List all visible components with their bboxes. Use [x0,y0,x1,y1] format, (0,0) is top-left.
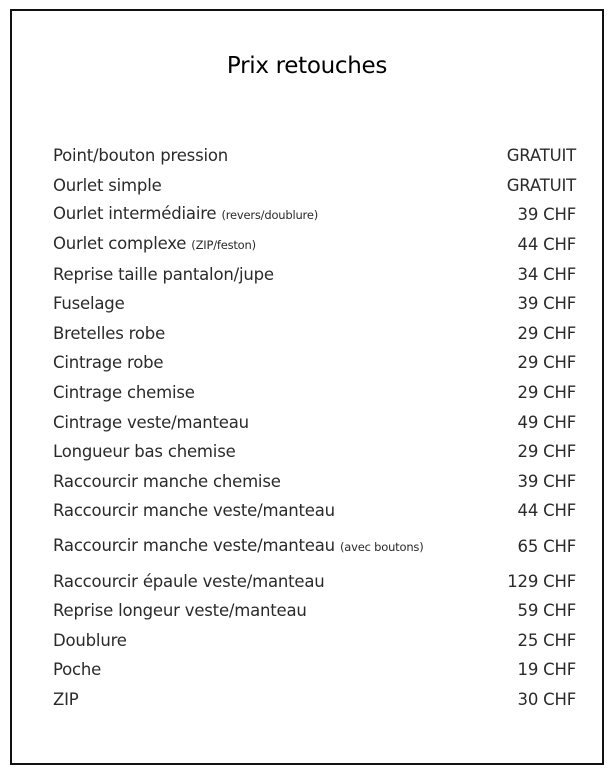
service-label [53,354,163,371]
service-label [53,632,127,649]
price-list-frame [10,9,604,765]
service-label [53,691,79,708]
price-row [53,596,576,626]
price-row [53,171,576,201]
service-name: Longueur bas chemise [53,442,236,462]
service-label [53,147,228,164]
service-name: Reprise taille pantalon/jupe [53,264,274,284]
service-price: 44 CHF [517,501,576,521]
price-row [53,378,576,408]
service-label [53,205,318,224]
service-note: (revers/doublure) [221,208,318,223]
service-label [53,295,125,312]
service-note: (avec boutons) [339,539,424,554]
price-row [53,526,576,567]
service-price: 39 CHF [517,205,576,225]
service-price: 65 CHF [517,536,576,556]
service-name: Ourlet complexe [53,234,187,254]
service-name: Cintrage chemise [53,383,195,403]
service-price: GRATUIT [506,146,576,166]
service-name: Raccourcir manche chemise [53,471,281,491]
price-row [53,626,576,656]
service-name: Raccourcir manche veste/manteau [53,501,335,521]
price-row [53,319,576,349]
service-price: 30 CHF [517,689,576,709]
service-name: ZIP [53,689,79,709]
service-price: 39 CHF [517,471,576,491]
service-name: Fuselage [53,294,125,314]
price-row [53,437,576,467]
service-name: Raccourcir épaule veste/manteau [53,571,325,591]
service-name: Raccourcir manche veste/manteau [53,535,335,555]
service-label [53,235,256,254]
service-name: Cintrage veste/manteau [53,412,249,432]
price-row [53,655,576,685]
service-label [53,502,335,519]
service-label [53,384,195,401]
service-name: Ourlet intermédiaire [53,204,217,224]
service-name: Bretelles robe [53,323,166,343]
service-price: 129 CHF [507,571,576,591]
service-price: 44 CHF [517,235,576,255]
service-label [53,661,101,678]
service-name: Reprise longeur veste/manteau [53,601,307,621]
service-price: 25 CHF [517,630,576,650]
service-price: 29 CHF [517,353,576,373]
service-label [53,414,249,431]
service-name: Point/bouton pression [53,146,228,166]
service-price: 19 CHF [517,660,576,680]
service-label [53,573,325,590]
service-label [53,602,307,619]
service-name: Poche [53,660,102,680]
service-name: Cintrage robe [53,353,164,373]
price-row [53,685,576,715]
service-label [53,266,274,283]
service-label [53,443,236,460]
service-name: Doublure [53,630,127,650]
service-price: 59 CHF [517,601,576,621]
price-row [53,259,576,289]
price-row [53,141,576,171]
price-list [53,141,576,714]
service-price: 29 CHF [517,323,576,343]
price-row [53,230,576,260]
service-label [53,177,162,194]
service-label [53,537,423,556]
price-row [53,566,576,596]
service-price: 39 CHF [517,294,576,314]
service-price: GRATUIT [506,175,576,195]
price-row [53,348,576,378]
service-label [53,473,281,490]
service-note: (ZIP/feston) [191,238,256,253]
price-row [53,407,576,437]
price-row [53,200,576,230]
service-name: Ourlet simple [53,175,162,195]
price-row [53,289,576,319]
page-title: Prix retouches [226,53,388,79]
service-price: 29 CHF [517,442,576,462]
service-label [53,325,165,342]
price-row [53,467,576,497]
price-row [53,496,576,526]
service-price: 49 CHF [517,412,576,432]
service-price: 34 CHF [517,264,576,284]
service-price: 29 CHF [517,383,576,403]
